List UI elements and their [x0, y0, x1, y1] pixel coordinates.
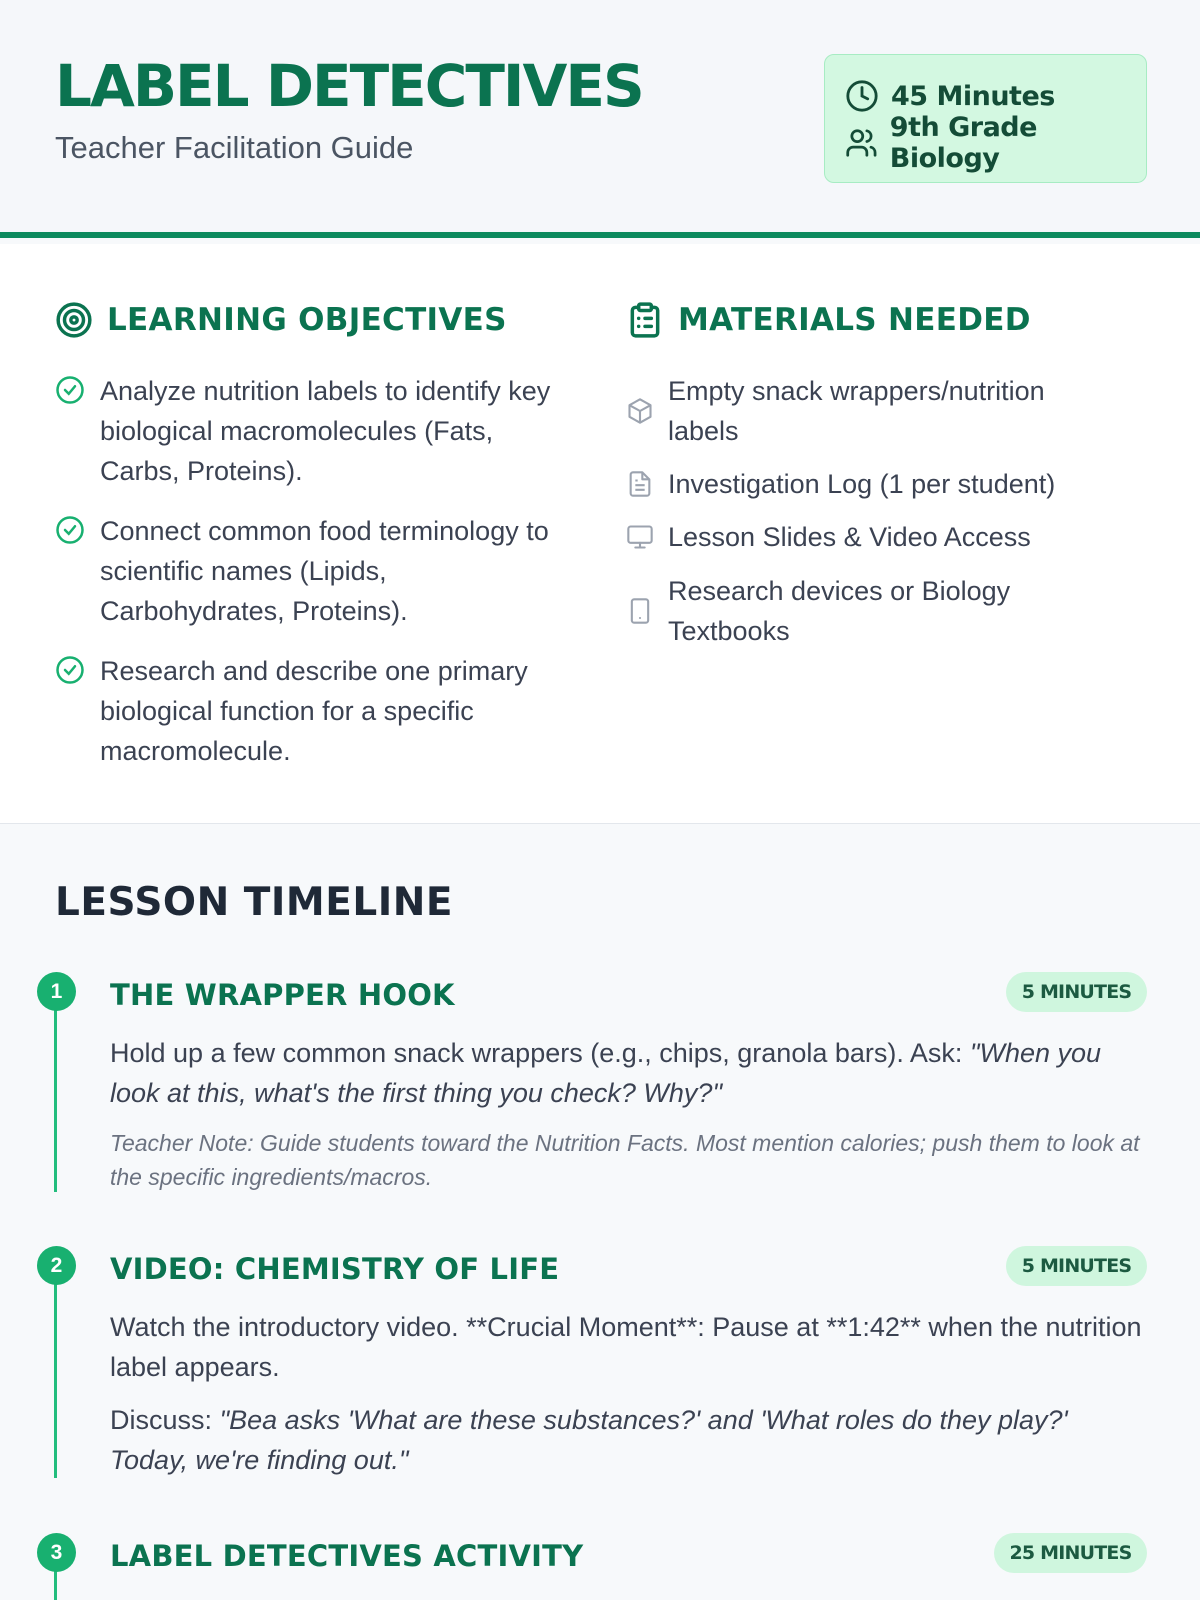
step-title: LABEL DETECTIVES ACTIVITY [110, 1539, 584, 1573]
duration-badge: 5 MINUTES [1006, 1246, 1147, 1286]
check-circle-icon [55, 515, 85, 545]
users-icon [845, 126, 878, 160]
material-text: Empty snack wrappers/nutrition labels [668, 376, 1045, 446]
lesson-meta-box [824, 54, 1147, 183]
discuss-label: Discuss: [110, 1405, 220, 1435]
package-icon [626, 397, 654, 425]
duration-row [845, 79, 1055, 113]
duration-badge: 25 MINUTES [994, 1533, 1147, 1573]
material-item [626, 571, 1096, 651]
step-number-badge: 1 [37, 972, 76, 1011]
timeline-connector [54, 990, 57, 1192]
material-item [626, 517, 1096, 557]
step-body-text: Hold up a few common snack wrappers (e.g., chips, granola bars). Ask: [110, 1038, 970, 1068]
step-description: Watch the introductory video. **Crucial Moment**: Pause at **1:42** when the nutrition label appears. [110, 1312, 1142, 1382]
timeline-connector [54, 1264, 57, 1478]
audience-text: 9th Grade Biology [889, 112, 1037, 174]
timeline-heading: LESSON TIMELINE [55, 880, 453, 925]
check-circle-icon [55, 655, 85, 685]
material-text: Research devices or Biology Textbooks [668, 576, 1011, 646]
clock-icon [845, 79, 879, 113]
document-icon [626, 470, 654, 498]
step-number-badge: 3 [37, 1533, 76, 1572]
discuss-quote: "Bea asks 'What are these substances?' and 'What roles do they play?' Today, we're finding out." [110, 1405, 1068, 1475]
duration-badge: 5 MINUTES [1006, 972, 1147, 1012]
check-circle-icon [55, 375, 85, 405]
step-title: VIDEO: CHEMISTRY OF LIFE [110, 1252, 560, 1286]
clipboard-icon [626, 301, 664, 339]
objectives-heading [55, 301, 507, 339]
step-discussion [110, 1400, 1150, 1480]
material-item [626, 371, 1096, 451]
teacher-note: Teacher Note: Guide students toward the Nutrition Facts. Most mention calories; push them to look at the specific ingredients/macros. [110, 1130, 1140, 1190]
material-text: Lesson Slides & Video Access [668, 522, 1031, 552]
step-number-badge: 2 [37, 1246, 76, 1285]
material-item [626, 464, 1096, 504]
page-title: LABEL DETECTIVES [55, 52, 643, 120]
monitor-icon [626, 523, 654, 551]
objective-text: Analyze nutrition labels to identify key biological macromolecules (Fats, Carbs, Proteins). [100, 376, 551, 486]
objective-text: Connect common food terminology to scientific names (Lipids, Carbohydrates, Proteins). [100, 516, 549, 626]
audience-row [845, 112, 1146, 174]
step-body-quote: "When you look at this, what's the first thing you check? Why?" [110, 1038, 1102, 1108]
tablet-icon [626, 597, 654, 625]
step-description [110, 1033, 1150, 1113]
page-header [0, 0, 1200, 238]
objective-text: Research and describe one primary biological function for a specific macromolecule. [100, 656, 528, 766]
objective-item [55, 651, 575, 771]
objectives-heading-label: LEARNING OBJECTIVES [107, 302, 507, 338]
step-title: THE WRAPPER HOOK [110, 978, 455, 1012]
objective-item [55, 511, 575, 631]
page-subtitle: Teacher Facilitation Guide [55, 130, 414, 165]
material-text: Investigation Log (1 per student) [668, 469, 1056, 499]
materials-heading-label: MATERIALS NEEDED [678, 302, 1031, 338]
target-icon [55, 301, 93, 339]
duration-text: 45 Minutes [891, 80, 1055, 112]
objective-item [55, 371, 575, 491]
materials-heading [626, 301, 1031, 339]
